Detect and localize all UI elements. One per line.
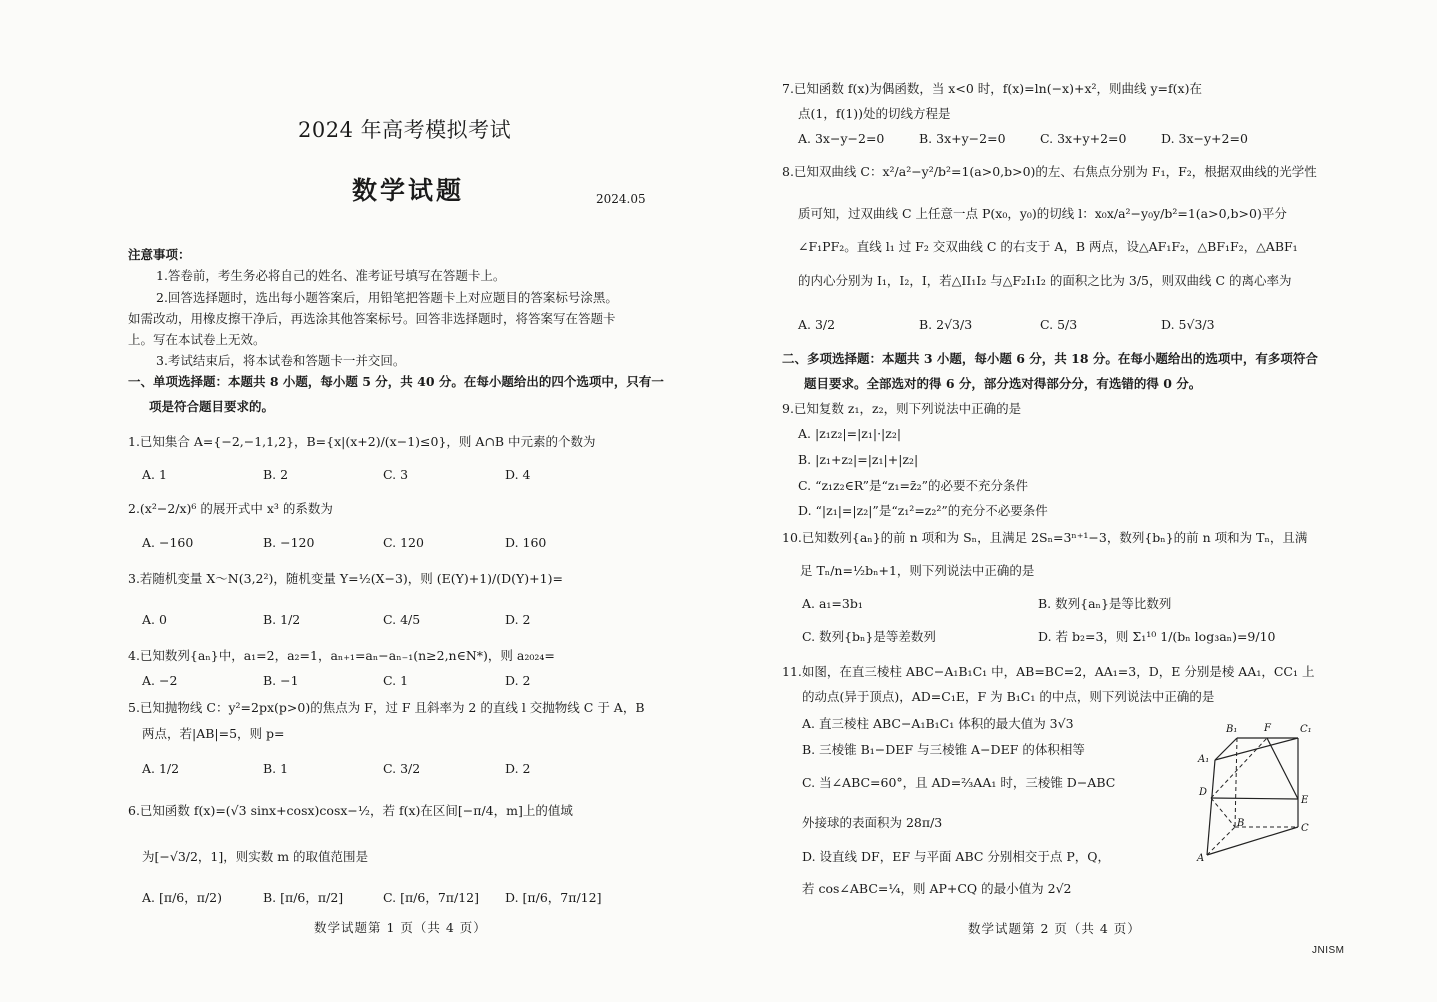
right-page [718,0,1437,1002]
q11-option-a: A. 直三棱柱 ABC−A₁B₁C₁ 体积的最大值为 3√3 [802,716,1074,731]
q11-option-d: D. 设直线 DF，EF 与平面 ABC 分别相交于点 P，Q， [802,849,1111,864]
label-a1: A₁ [1198,754,1210,765]
section1-heading-cont: 项是符合题目要求的。 [149,399,275,414]
q11-option-c: C. 当∠ABC=60°，且 AD=⅔AA₁ 时，三棱锥 D−ABC [802,775,1116,790]
q1-option-c: C. 3 [383,467,409,482]
q1-option-a: A. 1 [142,467,167,482]
q7-option-b: B. 3x+y−2=0 [919,131,1006,146]
notice-1: 1.答卷前，考生务必将自己的姓名、准考证号填写在答题卡上。 [156,268,506,283]
q1-option-b: B. 2 [263,467,289,482]
q10-option-b: B. 数列{aₙ}是等比数列 [1038,596,1172,611]
question-9: 9.已知复数 z₁，z₂，则下列说法中正确的是 [782,401,1022,416]
question-8-b: 质可知，过双曲线 C 上任意一点 P(x₀，y₀)的切线 l：x₀x/a²−y₀y/b²=1(a>0,b>0)平分 [798,206,1287,221]
question-10-cont: 足 Tₙ/n=½bₙ+1，则下列说法中正确的是 [800,563,1035,578]
q1-option-d: D. 4 [505,467,531,482]
line-d-f-hidden [1211,738,1267,798]
left-page [0,0,718,1002]
label-e: E [1301,795,1309,806]
question-11: 11.如图，在直三棱柱 ABC−A₁B₁C₁ 中，AB=BC=2，AA₁=3，D，E 分别是棱 AA₁，CC₁ 上 [782,664,1315,679]
subject-title: 数学试题 [352,176,465,205]
label-c1: C₁ [1300,724,1312,735]
q9-option-a: A. |z₁z₂|=|z₁|·|z₂| [798,426,902,441]
question-8: 8.已知双曲线 C：x²/a²−y²/b²=1(a>0,b>0)的左、右焦点分别为 F₁，F₂，根据双曲线的光学性 [782,164,1317,179]
question-10: 10.已知数列{aₙ}的前 n 项和为 Sₙ，且满足 2Sₙ=3ⁿ⁺¹−3，数列{bₙ}的前 n 项和为 Tₙ，且满 [782,530,1308,545]
q11-option-d-cont: 若 cos∠ABC=¼，则 AP+CQ 的最小值为 2√2 [802,881,1072,896]
label-a: A [1197,853,1205,864]
q5-option-d: D. 2 [505,761,531,776]
q8-option-b: B. 2√3/3 [919,317,973,332]
q6-option-d: D. [π/6，7π/12] [505,890,602,905]
question-8-d: 的内心分别为 I₁，I₂，I，若△II₁I₂ 与△F₂I₁I₂ 的面积之比为 3/5，则双曲线 C 的离心率为 [798,273,1292,288]
line-d-b-hidden [1211,798,1235,827]
label-b1: B₁ [1226,724,1238,735]
edge-a1-a [1207,760,1215,855]
q2-option-b: B. −120 [263,535,315,550]
q7-option-a: A. 3x−y−2=0 [798,131,885,146]
q3-option-d: D. 2 [505,612,531,627]
edge-b1-b-hidden [1235,738,1237,827]
question-1: 1.已知集合 A={−2,−1,1,2}，B={x|(x+2)/(x−1)≤0}，则 A∩B 中元素的个数为 [128,434,596,449]
q6-option-b: B. [π/6，π/2] [263,890,344,905]
q4-option-b: B. −1 [263,673,299,688]
notice-heading: 注意事项： [128,247,191,262]
q4-option-d: D. 2 [505,673,531,688]
prism-figure [1188,715,1338,870]
q3-option-b: B. 1/2 [263,612,301,627]
q10-option-a: A. a₁=3b₁ [802,596,863,611]
q6-option-c: C. [π/6，7π/12] [383,890,479,905]
question-7: 7.已知函数 f(x)为偶函数，当 x<0 时，f(x)=ln(−x)+x²，则曲线 y=f(x)在 [782,81,1202,96]
question-4: 4.已知数列{aₙ}中，a₁=2，a₂=1，aₙ₊₁=aₙ−aₙ₋₁(n≥2,n∈N*)，则 a₂₀₂₄= [128,648,555,663]
q5-option-c: C. 3/2 [383,761,421,776]
q6-option-a: A. [π/6，π/2) [142,890,222,905]
notice-2c: 上。写在本试卷上无效。 [128,332,266,347]
notice-2a: 2.回答选择题时，选出每小题答案后，用铅笔把答题卡上对应题目的答案标号涂黑。 [156,290,618,305]
question-6: 6.已知函数 f(x)=(√3 sinx+cosx)cosx−½，若 f(x)在区间[−π/4，m]上的值域 [128,803,573,818]
question-5-cont: 两点，若|AB|=5，则 p= [142,726,285,741]
paper-code: JNISM [1312,945,1345,956]
q10-option-c: C. 数列{bₙ}是等差数列 [802,629,936,644]
edge-a-c [1207,827,1298,855]
q8-option-c: C. 5/3 [1040,317,1078,332]
exam-date: 2024.05 [596,192,646,206]
question-11-cont: 的动点(异于顶点)，AD=C₁E，F 为 B₁C₁ 的中点，则下列说法中正确的是 [802,689,1215,704]
question-7-cont: 点(1，f(1))处的切线方程是 [798,106,951,121]
q2-option-a: A. −160 [142,535,194,550]
question-8-c: ∠F₁PF₂。直线 l₁ 过 F₂ 交双曲线 C 的右支于 A，B 两点，设△AF₁F₂，△BF₁F₂，△ABF₁ [798,239,1298,254]
q7-option-d: D. 3x−y+2=0 [1161,131,1248,146]
section2-heading-cont: 题目要求。全部选对的得 6 分，部分选对得部分分，有选错的得 0 分。 [804,376,1202,391]
label-f: F [1264,723,1271,734]
q3-option-c: C. 4/5 [383,612,421,627]
q11-option-c-cont: 外接球的表面积为 28π/3 [802,815,943,830]
question-2: 2.(x²−2/x)⁶ 的展开式中 x³ 的系数为 [128,501,333,516]
q2-option-c: C. 120 [383,535,424,550]
q4-option-c: C. 1 [383,673,409,688]
question-3: 3.若随机变量 X～N(3,2²)，随机变量 Y=½(X−3)，则 (E(Y)+1)/(D(Y)+1)= [128,571,563,586]
q8-option-d: D. 5√3/3 [1161,317,1215,332]
q9-option-c: C. “z₁z₂∈R”是“z₁=z̄₂”的必要不充分条件 [798,478,1028,493]
line-f-e [1267,738,1298,799]
q7-option-c: C. 3x+y+2=0 [1040,131,1127,146]
q9-option-b: B. |z₁+z₂|=|z₁|+|z₂| [798,452,919,467]
question-6-cont: 为[−√3/2，1]，则实数 m 的取值范围是 [142,849,369,864]
page-footer-2: 数学试题第 2 页（共 4 页） [968,921,1141,936]
q5-option-b: B. 1 [263,761,289,776]
notice-3: 3.考试结束后，将本试卷和答题卡一并交回。 [156,353,406,368]
label-c: C [1301,823,1309,834]
page-footer-1: 数学试题第 1 页（共 4 页） [314,920,487,935]
label-d: D [1199,787,1208,798]
question-5: 5.已知抛物线 C：y²=2px(p>0)的焦点为 F，过 F 且斜率为 2 的直线 l 交抛物线 C 于 A，B [128,700,645,715]
section1-heading: 一、单项选择题：本题共 8 小题，每小题 5 分，共 40 分。在每小题给出的四个选项中，只有一 [128,374,664,389]
q4-option-a: A. −2 [142,673,178,688]
q2-option-d: D. 160 [505,535,547,550]
line-d-e [1211,798,1298,799]
exam-title: 2024 年高考模拟考试 [298,118,512,142]
notice-2b: 如需改动，用橡皮擦干净后，再选涂其他答案标号。回答非选择题时，将答案写在答题卡 [128,311,616,326]
q8-option-a: A. 3/2 [798,317,836,332]
q11-option-b: B. 三棱锥 B₁−DEF 与三棱锥 A−DEF 的体积相等 [802,742,1085,757]
q9-option-d: D. “|z₁|=|z₂|”是“z₁²=z₂²”的充分不必要条件 [798,503,1048,518]
section2-heading: 二、多项选择题：本题共 3 小题，每小题 6 分，共 18 分。在每小题给出的选项中，有多项符合 [782,351,1318,366]
q3-option-a: A. 0 [142,612,167,627]
label-b: B [1237,818,1245,829]
q5-option-a: A. 1/2 [142,761,180,776]
q10-option-d: D. 若 b₂=3，则 Σ₁¹⁰ 1/(bₙ log₃aₙ)=9/10 [1038,629,1276,644]
